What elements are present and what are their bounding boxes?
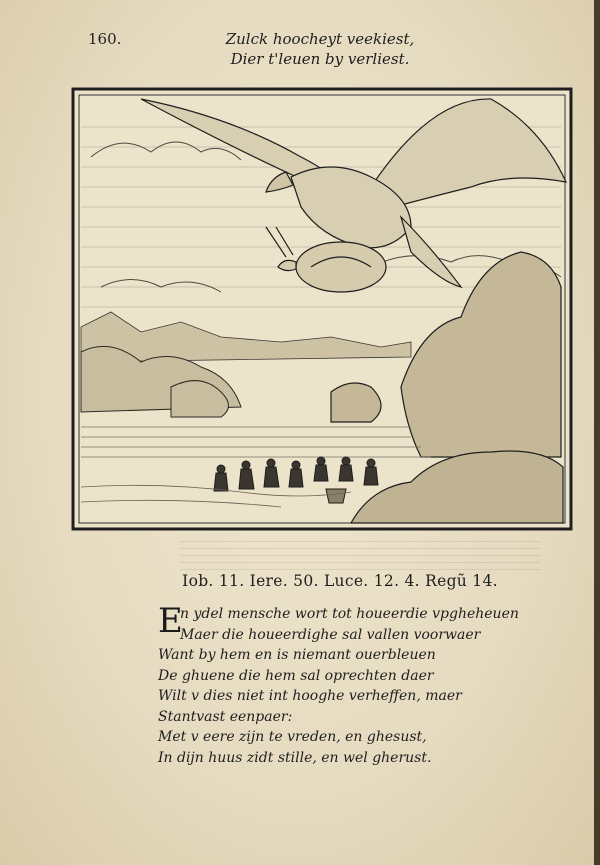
scripture-references: Iob. 11. Iere. 50. Luce. 12. 4. Regũ 14. <box>182 572 498 590</box>
motto-line-1: Zulck hoocheyt veekiest, <box>225 30 415 48</box>
page-number: 160. <box>88 30 122 48</box>
verse-block <box>158 601 558 768</box>
verse-line: Met v eere zijn te vreden, en ghesust, <box>158 729 427 745</box>
drop-cap: E <box>158 601 183 641</box>
verse-line: Stantvast eenpaer: <box>158 708 293 725</box>
show-through-text <box>180 540 540 570</box>
motto-line-2: Dier t'leuen by verliest. <box>230 50 410 68</box>
verse-line: Want by hem en is niemant ouerbleuen <box>158 647 436 663</box>
engraving-plate <box>71 87 573 531</box>
verse-line: De ghuene die hem sal oprechten daer <box>158 667 434 684</box>
verse-line: Maer die houeerdighe sal vallen voorwaer <box>180 626 481 643</box>
verse-line: In dijn huus zidt stille, en wel gherust. <box>158 749 432 766</box>
verse-line: n ydel mensche wort tot houeerdie vpgheheuen <box>180 606 519 622</box>
verse-line: Wilt v dies niet int hooghe verheffen, maer <box>158 688 462 704</box>
